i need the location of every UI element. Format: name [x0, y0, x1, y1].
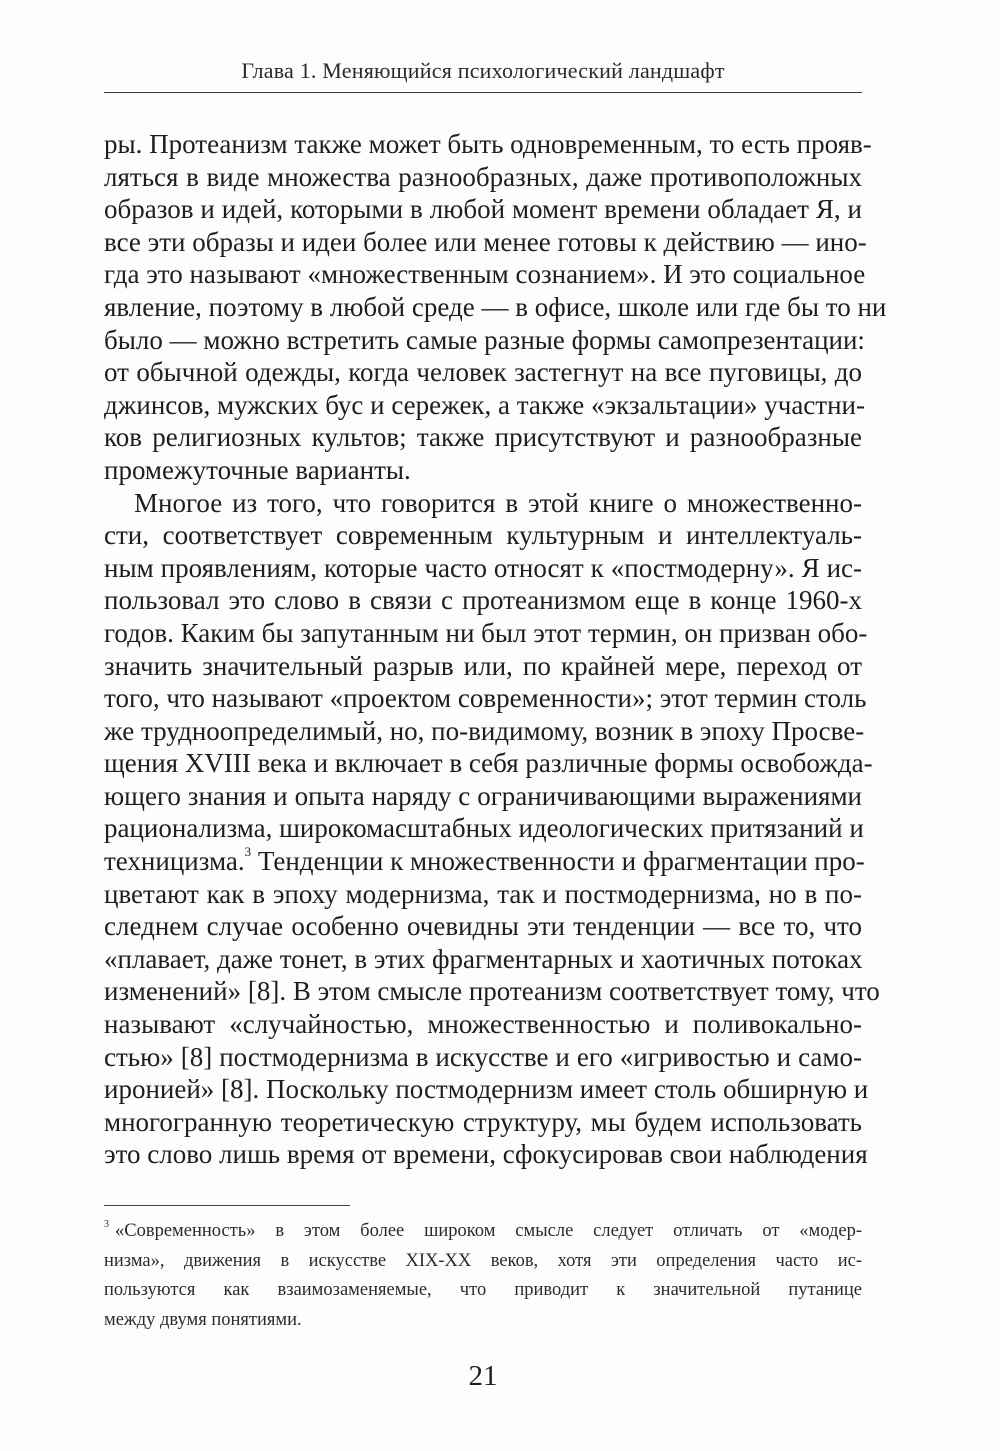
text-line-with-footnote-ref	[104, 844, 865, 878]
text-line: следнем случае особенно очевидны эти тенденции — все то, что	[104, 911, 862, 942]
text-line: изменений» [8]. В этом смысле протеанизм соответствует тому, что	[104, 976, 880, 1007]
text-line: образов и идей, которыми в любой момент времени обладает Я, и	[104, 194, 862, 225]
body-text	[104, 128, 887, 1171]
footnote-line: пользуются как взаимозаменяемые, что приводит к значительной путанице	[104, 1280, 862, 1300]
text-line: щения XVIII века и включает в себя различные формы освобожда-	[104, 748, 873, 779]
text-line: джинсов, мужских бус и сережек, а также «экзальтации» участни-	[104, 389, 865, 420]
text-line: цветают как в эпоху модернизма, так и постмодернизма, но в по-	[104, 878, 862, 909]
footnote-reference[interactable]: 3	[244, 844, 252, 860]
footnote-line: низма», движения в искусстве XIX-XX веков, хотя эти определения часто ис-	[104, 1250, 862, 1271]
text-line: промежуточные варианты.	[104, 454, 411, 485]
text-line: явление, поэтому в любой среде — в офисе, школе или где бы то ни	[104, 291, 887, 322]
text-line: все эти образы и идеи более или менее готовы к действию — ино-	[104, 226, 867, 257]
text-line: значить значительный разрыв или, по крайней мере, переход от	[104, 650, 862, 681]
text-line: же трудноопределимый, но, по-видимому, возник в эпоху Просве-	[104, 715, 865, 746]
footnote-text: «Современность» в этом более широком смысле следует отличать от «модер-	[115, 1221, 862, 1241]
text-line: многогранную теоретическую структуру, мы будем использовать	[104, 1106, 862, 1137]
footnote-line: между двумя понятиями.	[104, 1309, 302, 1330]
text-line: ным проявлениям, которые часто относят к «постмодерну». Я ис-	[104, 552, 862, 583]
footnote-line	[104, 1217, 862, 1247]
text-line: годов. Каким бы запутанным ни был этот термин, он призван обо-	[104, 617, 868, 648]
header-rule	[104, 92, 862, 93]
text-line: называют «случайностью, множественностью и поливокально-	[104, 1009, 862, 1040]
text-line: ков религиозных культов; также присутствуют и разнообразные	[104, 422, 862, 453]
text-line: ющего знания и опыта наряду с ограничивающими выражениями	[104, 780, 862, 811]
footnote	[104, 1217, 862, 1335]
footnote-marker: 3	[104, 1219, 109, 1230]
text-line: рационализма, широкомасштабных идеологических притязаний и	[104, 813, 864, 844]
page-number: 21	[468, 1360, 498, 1392]
text-line: того, что называют «проектом современности»; этот термин столь	[104, 683, 867, 714]
text-fragment: Тенденции к множественности и фрагментации про-	[251, 846, 865, 877]
running-header-title: Глава 1. Меняющийся психологический ландшафт	[241, 58, 725, 83]
text-line: гда это называют «множественным сознанием». И это социальное	[104, 259, 866, 290]
footnote-separator	[104, 1205, 350, 1206]
text-line: это слово лишь время от времени, сфокусировав свои наблюдения	[104, 1139, 868, 1170]
text-line: сти, соответствует современным культурным и интеллектуаль-	[104, 520, 862, 551]
text-line: стью» [8] постмодернизма в искусстве и его «игривостью и само-	[104, 1041, 862, 1072]
text-line: от обычной одежды, когда человек застегнут на все пуговицы, до	[104, 357, 862, 388]
paragraph-start-line: Многое из того, что говорится в этой книге о множественно-	[134, 487, 862, 518]
text-line: иронией» [8]. Поскольку постмодернизм имеет столь обширную и	[104, 1074, 869, 1105]
text-line: было — можно встретить самые разные формы самопрезентации:	[104, 324, 865, 355]
text-line: ляться в виде множества разнообразных, даже противоположных	[104, 161, 862, 192]
text-line: пользовал это слово в связи с протеанизмом еще в конце 1960-х	[104, 585, 862, 616]
text-line: ры. Протеанизм также может быть одновременным, то есть прояв-	[104, 129, 872, 159]
text-line: «плавает, даже тонет, в этих фрагментарных и хаотичных потоках	[104, 943, 863, 974]
text-fragment: техницизма.	[104, 846, 245, 877]
